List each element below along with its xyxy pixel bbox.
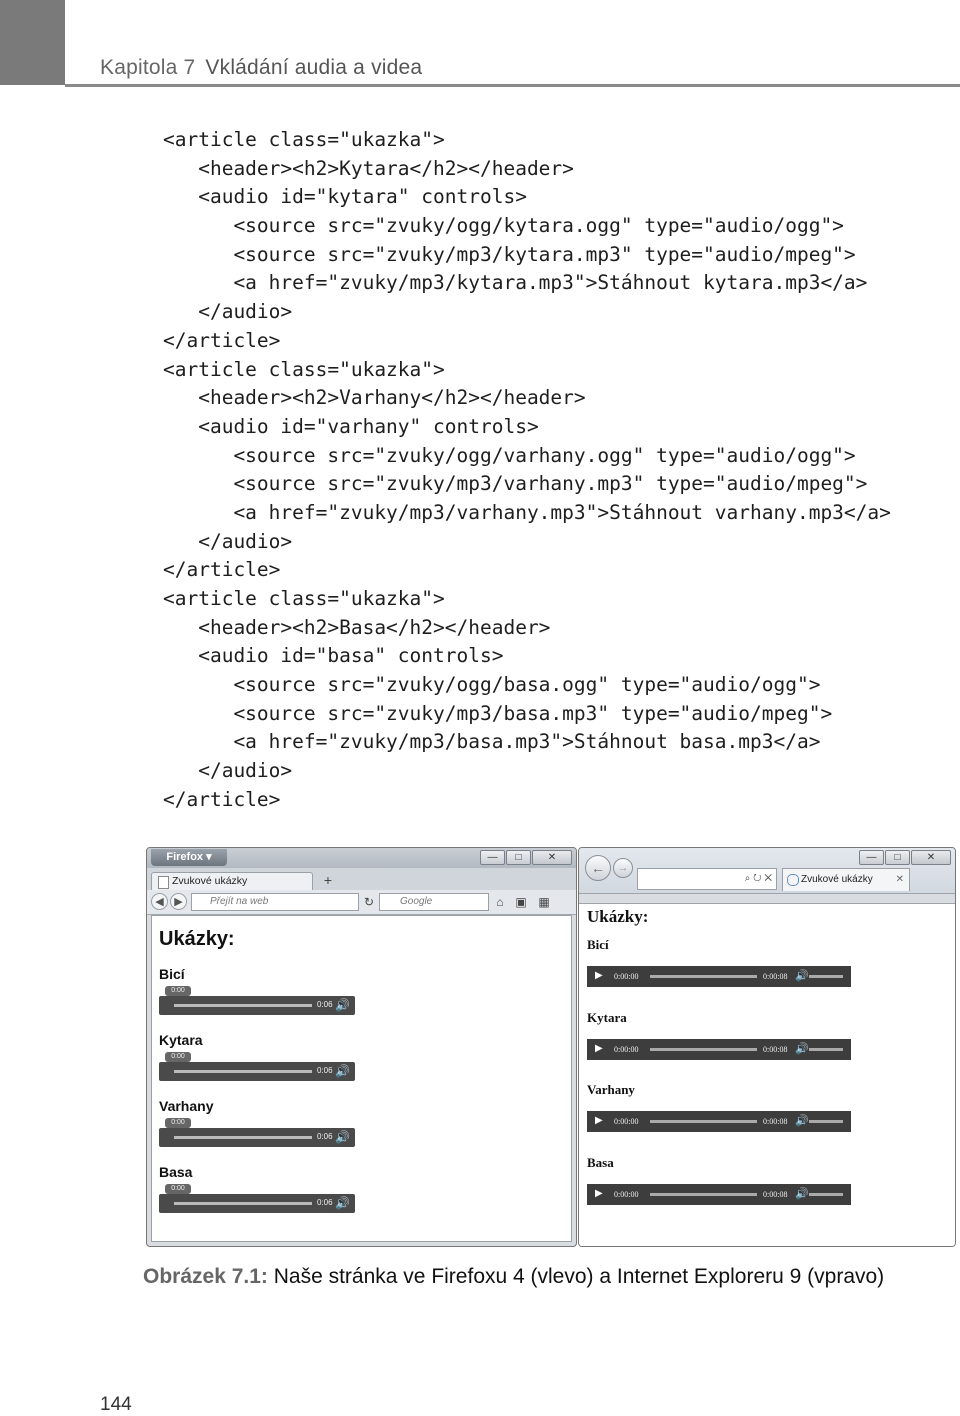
search-icon[interactable]: ⌕ [744,873,751,884]
audio-title: Kytara [159,1032,203,1048]
current-time: 0:00:00 [614,1117,639,1126]
figure-screenshots [146,847,956,1247]
duration: 0:00:08 [763,972,788,981]
audio-title: Kytara [587,1010,627,1025]
tab-title: Zvukové ukázky [801,874,873,885]
code-listing [163,126,891,815]
current-time: 0:00:00 [614,1190,639,1199]
running-header [100,56,422,80]
audio-player[interactable] [159,1185,355,1213]
code-line: </article> [163,558,281,582]
back-icon[interactable]: ← [585,855,611,881]
ie-navbar [579,848,955,894]
play-icon[interactable]: ▶ [595,970,603,981]
code-line: <header><h2>Basa</h2></header> [163,615,551,639]
close-icon[interactable]: ✕ [532,850,572,865]
firefox-page [151,915,572,1242]
audio-item [159,1032,355,1081]
bookmarks-icon[interactable]: ▣ [515,895,527,909]
seek-bar[interactable] [650,1193,757,1196]
code-line: </article> [163,328,281,352]
duration: 0:00:08 [763,1045,788,1054]
audio-item [159,966,355,1015]
ie-tab[interactable] [782,868,910,891]
duration: 0:06 [317,1066,333,1075]
reload-icon[interactable]: ↻ [753,873,762,884]
search-input[interactable]: Google [379,893,489,911]
reload-icon[interactable]: ↻ [363,895,375,909]
seek-bar[interactable] [174,1004,312,1007]
time-bubble: 0:00 [165,1052,191,1062]
firefox-tab[interactable] [151,872,313,890]
maximize-icon[interactable]: □ [885,850,910,865]
volume-icon[interactable]: 🔊 [795,1043,809,1055]
volume-slider[interactable] [809,975,843,978]
chapter-label: Kapitola 7 [100,56,196,79]
volume-icon[interactable]: 🔊 [335,998,350,1012]
ie-page-icon [787,874,799,886]
current-time: 0:00:00 [614,972,639,981]
stop-icon[interactable]: ✕ [764,873,772,884]
code-line: <a href="zvuky/mp3/varhany.mp3">Stáhnout varhany.mp3</a> [163,500,891,524]
forward-icon[interactable]: → [613,858,633,878]
minimize-icon[interactable]: — [480,850,505,865]
code-line: <audio id="basa" controls> [163,644,504,668]
audio-player[interactable] [159,1119,355,1147]
caption-text: Naše stránka ve Firefoxu 4 (vlevo) a Internet Exploreru 9 (vpravo) [267,1265,885,1288]
audio-title: Varhany [159,1098,214,1114]
code-line: <source src="zvuky/mp3/varhany.mp3" type="audio/mpeg"> [163,472,868,496]
audio-title: Basa [587,1155,614,1170]
window-controls [479,850,572,865]
audio-item [159,1164,355,1213]
code-line: <article class="ukazka"> [163,357,445,381]
code-line: <article class="ukazka"> [163,128,445,151]
audio-item [587,1082,851,1132]
audio-item [587,937,851,987]
code-line: <audio id="varhany" controls> [163,414,539,438]
audio-title: Bicí [159,966,185,982]
code-line: </audio> [163,300,293,324]
audio-item [159,1098,355,1147]
maximize-icon[interactable]: □ [506,850,531,865]
firefox-titlebar [147,848,576,868]
time-bubble: 0:00 [165,986,191,996]
audio-title: Basa [159,1164,193,1180]
play-icon[interactable]: ▶ [595,1115,603,1126]
code-line: <audio id="kytara" controls> [163,185,527,209]
close-tab-icon[interactable]: ✕ [895,874,904,885]
audio-player[interactable] [587,1039,851,1060]
tab-title: Zvukové ukázky [172,875,248,887]
address-bar[interactable] [637,868,777,890]
code-line: </audio> [163,759,293,783]
audio-player[interactable] [587,966,851,987]
audio-item [587,1010,851,1060]
seek-bar[interactable] [650,975,757,978]
duration: 0:06 [317,1198,333,1207]
window-controls [858,850,951,865]
figure-caption [143,1265,884,1289]
close-icon[interactable]: ✕ [911,850,951,865]
seek-bar[interactable] [650,1048,757,1051]
seek-bar[interactable] [174,1202,312,1205]
audio-item [587,1155,851,1205]
page-heading: Ukázky: [159,928,235,950]
home-icon[interactable]: ⌂ [496,895,504,909]
time-bubble: 0:00 [165,1184,191,1194]
volume-icon[interactable]: 🔊 [335,1196,350,1210]
audio-title: Bicí [587,937,609,952]
chapter-corner-block [0,0,65,85]
play-icon[interactable]: ▶ [595,1188,603,1199]
back-icon[interactable]: ◀ [151,893,168,910]
volume-slider[interactable] [809,1048,843,1051]
audio-player[interactable] [587,1184,851,1205]
duration: 0:06 [317,1132,333,1141]
page-icon [158,876,169,889]
code-line: </audio> [163,529,293,553]
code-line: <source src="zvuky/ogg/basa.ogg" type="audio/ogg"> [163,673,821,697]
code-line: <source src="zvuky/ogg/varhany.ogg" type="audio/ogg"> [163,443,856,467]
firefox-menu-button[interactable]: Firefox ▾ [151,849,227,866]
volume-icon[interactable]: 🔊 [335,1130,350,1144]
code-line: <source src="zvuky/mp3/kytara.mp3" type="audio/mpeg"> [163,242,856,266]
code-line: </article> [163,787,281,811]
code-line: <article class="ukazka"> [163,587,445,610]
time-bubble: 0:00 [165,1118,191,1128]
audio-player[interactable] [159,1053,355,1081]
code-line: <source src="zvuky/mp3/basa.mp3" type="audio/mpeg"> [163,701,833,725]
ie-page [579,903,955,1246]
forward-icon[interactable]: ▶ [170,893,187,910]
audio-player[interactable] [159,987,355,1015]
code-line: <source src="zvuky/ogg/kytara.ogg" type="audio/ogg"> [163,214,844,238]
play-icon[interactable]: ▶ [595,1043,603,1054]
header-rule [65,84,960,87]
duration: 0:00:08 [763,1117,788,1126]
seek-bar[interactable] [650,1120,757,1123]
url-input[interactable]: Přejít na web [191,893,359,911]
code-line: <header><h2>Kytara</h2></header> [163,156,574,180]
grid-icon[interactable]: ▦ [538,895,550,909]
firefox-window [146,847,577,1247]
firefox-navbar [147,890,576,915]
firefox-tabstrip [147,868,576,890]
duration: 0:00:08 [763,1190,788,1199]
volume-icon[interactable]: 🔊 [795,1188,809,1200]
current-time: 0:00:00 [614,1045,639,1054]
volume-slider[interactable] [809,1193,843,1196]
volume-icon[interactable]: 🔊 [335,1064,350,1078]
seek-bar[interactable] [174,1070,312,1073]
audio-title: Varhany [587,1082,635,1097]
chapter-title: Vkládání audia a videa [205,56,423,79]
page-number: 144 [100,1394,132,1415]
code-line: <a href="zvuky/mp3/kytara.mp3">Stáhnout kytara.mp3</a> [163,271,868,295]
duration: 0:06 [317,1000,333,1009]
volume-slider[interactable] [809,1120,843,1123]
ie-window [578,847,956,1247]
audio-player[interactable] [587,1111,851,1132]
code-line: <header><h2>Varhany</h2></header> [163,386,586,410]
seek-bar[interactable] [174,1136,312,1139]
volume-icon[interactable]: 🔊 [795,970,809,982]
page-heading: Ukázky: [587,907,649,926]
caption-label: Obrázek 7.1: [143,1265,268,1288]
code-line: <a href="zvuky/mp3/basa.mp3">Stáhnout basa.mp3</a> [163,730,821,754]
new-tab-button[interactable]: + [323,872,333,888]
volume-icon[interactable]: 🔊 [795,1115,809,1127]
minimize-icon[interactable]: — [859,850,884,865]
